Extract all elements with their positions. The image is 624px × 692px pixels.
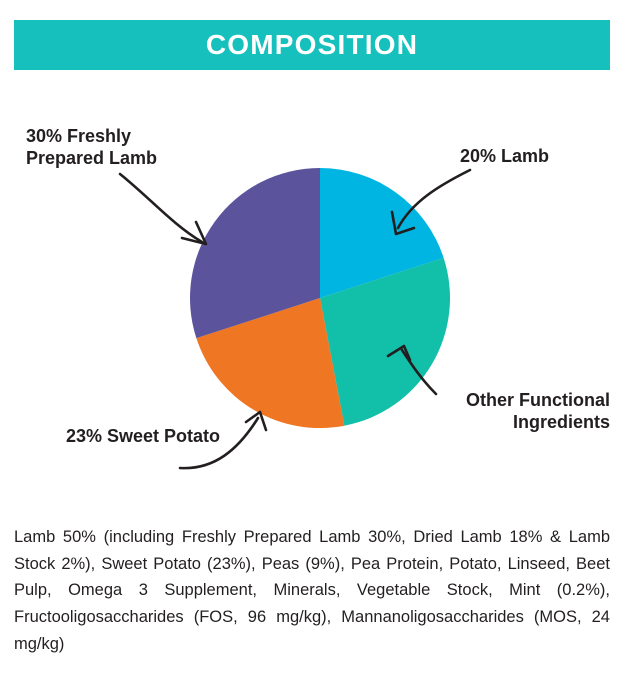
arrow-freshly-lamb	[120, 174, 202, 242]
callout-label-other-functional-ingredients: Other Functional Ingredients	[466, 390, 610, 432]
callout-label-freshly-prepared-lamb: 30% Freshly Prepared Lamb	[26, 126, 158, 168]
composition-pie-chart	[0, 78, 624, 510]
composition-header-bar	[14, 20, 610, 70]
callout-label-sweet-potato: 23% Sweet Potato	[65, 426, 220, 446]
arrow-head-freshly-lamb	[182, 222, 206, 244]
callout-label-lamb-20: 20% Lamb	[460, 146, 550, 166]
page-title: COMPOSITION	[205, 29, 419, 60]
ingredients-paragraph: Lamb 50% (including Freshly Prepared Lamb 30%, Dried Lamb 18% & Lamb Stock 2%), Sweet Potato (23%), Peas (9%), Pea Protein, Potato, Linseed, Beet Pulp, Omega 3 Supplement, Minerals, Vegetable Stock, Mint (0.2%), Fructooligosaccharides (FOS, 96 mg/kg), Mannanoligosaccharides (MOS, 24 mg/kg)	[14, 528, 610, 653]
